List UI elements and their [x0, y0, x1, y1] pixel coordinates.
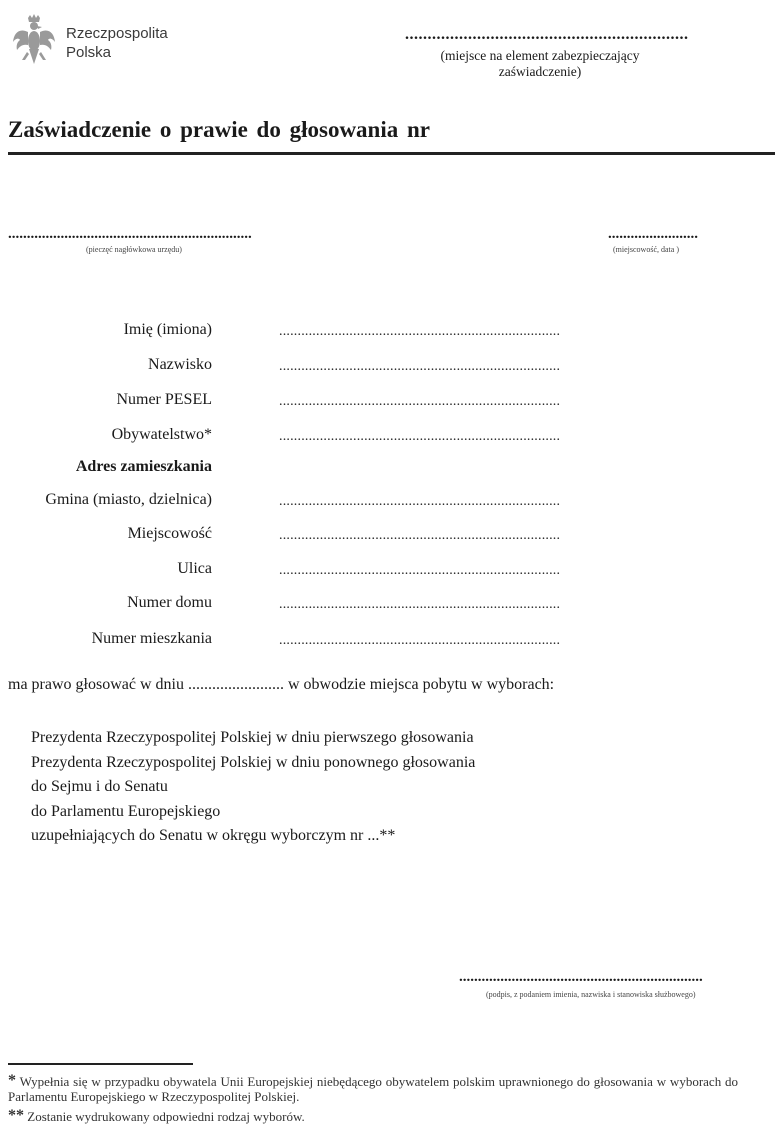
- security-caption-line-1: (miejsce na element zabezpieczający: [440, 48, 640, 63]
- election-option-sejm-senate: do Sejmu i do Senatu: [31, 778, 168, 795]
- office-stamp-placeholder: .................................................................: [8, 226, 252, 242]
- footnote-1-mark: *: [8, 1072, 16, 1089]
- section-heading-address: Adres zamieszkania: [75, 458, 212, 475]
- footnote-1: [8, 1073, 738, 1104]
- security-element-caption: [415, 48, 665, 80]
- security-caption-line-2: zaświadczenie): [498, 64, 582, 79]
- footnote-2-text: Zostanie wydrukowany odpowiedni rodzaj wyborów.: [27, 1109, 305, 1124]
- signature-placeholder: .................................................................: [459, 969, 703, 985]
- document-title: Zaświadczenie o prawie do głosowania nr: [8, 117, 430, 142]
- field-first-names[interactable]: ............................................................................: [279, 324, 561, 339]
- field-label-surname: Nazwisko: [148, 356, 212, 373]
- title-divider: [8, 152, 775, 155]
- voting-right-statement: ma prawo głosować w dniu ........................ w obwodzie miejsca pobytu w wyborach:: [8, 676, 555, 693]
- field-label-citizenship: Obywatelstwo*: [111, 426, 212, 443]
- field-label-apartment-number: Numer mieszkania: [91, 630, 212, 647]
- field-surname[interactable]: ............................................................................: [279, 359, 561, 374]
- signature-caption: (podpis, z podaniem imienia, nazwiska i stanowiska służbowego): [486, 990, 696, 999]
- field-street[interactable]: ............................................................................: [279, 563, 561, 578]
- logo-line-2: Polska: [66, 44, 112, 61]
- field-label-street: Ulica: [177, 560, 212, 577]
- field-label-locality: Miejscowość: [127, 525, 212, 542]
- election-option-senate-by-election: uzupełniających do Senatu w okręgu wyborczym nr ...**: [31, 827, 396, 844]
- footnote-divider: [8, 1063, 193, 1065]
- footnote-2: [8, 1108, 305, 1124]
- security-element-placeholder: ...............................................................: [405, 26, 689, 43]
- field-label-pesel: Numer PESEL: [116, 391, 212, 408]
- field-apartment-number[interactable]: ............................................................................: [279, 633, 561, 648]
- field-label-house-number: Numer domu: [127, 594, 212, 611]
- place-date-placeholder: ........................: [608, 226, 698, 242]
- field-label-first-names: Imię (imiona): [123, 321, 212, 338]
- election-option-european-parliament: do Parlamentu Europejskiego: [31, 802, 221, 820]
- footnote-2-mark: **: [8, 1107, 24, 1124]
- election-option-president-first: Prezydenta Rzeczypospolitej Polskiej w dniu pierwszego głosowania: [31, 729, 474, 746]
- field-house-number[interactable]: ............................................................................: [279, 597, 561, 612]
- field-locality[interactable]: ............................................................................: [279, 528, 561, 543]
- logo-line-1: Rzeczpospolita: [66, 25, 168, 42]
- footnote-1-text: Wypełnia się w przypadku obywatela Unii Europejskiej niebędącego obywatelem polskim uprawnionego do głosowania w wyborach do Parlamentu Europejskiego w Rzeczypospolitej Polskiej.: [8, 1074, 738, 1104]
- office-stamp-caption: (pieczęć nagłówkowa urzędu): [86, 245, 182, 254]
- election-type-list: [31, 726, 475, 849]
- place-date-caption: (miejscowość, data ): [613, 245, 679, 254]
- election-option-president-second: Prezydenta Rzeczypospolitej Polskiej w dniu ponownego głosowania: [31, 753, 476, 771]
- polish-eagle-emblem-icon: [12, 14, 56, 68]
- field-pesel[interactable]: ............................................................................: [279, 394, 561, 409]
- field-citizenship[interactable]: ............................................................................: [279, 429, 561, 444]
- field-commune[interactable]: ............................................................................: [279, 494, 561, 509]
- logo-wordmark: [66, 24, 168, 62]
- field-label-commune: Gmina (miasto, dzielnica): [45, 491, 212, 508]
